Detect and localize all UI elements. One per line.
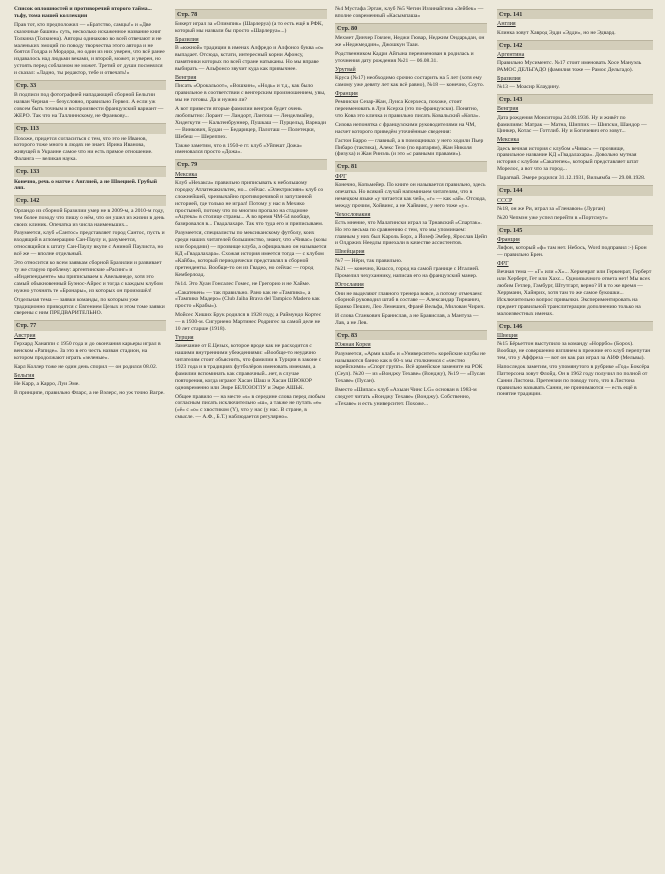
country-subheading: Южная Корея (335, 342, 371, 349)
page-ref-heading: Стр. 142 (497, 40, 653, 50)
country-subheading: Аргентина (497, 51, 525, 58)
page-ref-heading: Стр. 144 (497, 185, 653, 195)
column-3 (335, 6, 487, 870)
paragraph: Прав тот, кто предположил — «Братство, самцы!» и «Две сказочные башни» суть, несколько искаженное название книг Толкина (Толкиена). Авторы одинаково во всей отвечают и не маленьких эмоций по поводу творчества этого автора и не боятся Голдра и Мордора, но один из них уверен, что всё ранее издавалось над людьми веками, и второй, может, и уверен, но устоять перед соблазном не может. Третий от души посмеялся и сказал: «Ладно, ты редактор, тебе и отвечать!» (14, 21, 165, 77)
paragraph: Разумеется, «Арми клаб» и «Университет» корейские клубы не называются банно как в 60-х мы столкнемся с «честно корейскими» «Спорт групп». Всё армейское замените на РОК (Сеул). №20 — из «Вонджу Техаве» (Вонджу), №19 — «Пусан Техаве» (Пусан). (335, 350, 486, 385)
country-subheading: Венгрия (175, 75, 197, 82)
country-subheading: Чехословакия (335, 211, 371, 218)
page-ref-heading: Стр. 80 (335, 23, 487, 33)
page-ref-heading: Стр. 113 (14, 123, 166, 133)
country-subheading: Швейцария (335, 249, 365, 256)
country-subheading: Англия (497, 21, 516, 28)
country-subheading: Уругвай (335, 66, 356, 73)
paragraph: Есть мнение, что Малатински играл за Трнавский «Спартак». Но это весьма по сравнению с тем, что мы упоминаем: главным у них был Кароль Борх, а Йозеф Эмбер, Ярослав Цейп и Олдржих Неедлы приехали в качестве ассистентов. (335, 219, 487, 247)
paragraph: Список оплошностей и противоречий второго тайма... тьфу, тома нашей коллекции (14, 6, 152, 19)
country-subheading: Бельгия (14, 372, 35, 379)
page-ref-heading: Стр. 141 (497, 9, 653, 19)
paragraph: В «южной» традиции в именах Алфредо и Алфонсо буква «о» выпадает. Отсюда, кстати, интересный корни Афонсу, памятники которых по всей стране натыканы. Но мы вправе выбирать — Альфонсо звучит куда как привычнее. (175, 45, 324, 73)
paragraph: №18, он же Ри, играл за «Гленавон» (Лурган) (497, 205, 606, 212)
paragraph: Ремииски Сезар-Жан, Луиса Ксерхеса, похоже, стоит переименовать в Луи Ксерха (это по-французски). Понятно, что Кова это кличка и правильно писать Ковальский «Копа». (335, 99, 480, 119)
paragraph: №21 — конечно, Киассо, город на самой границе с Италией. Промелил чехуханнику, написав его на французский манер. (335, 266, 480, 280)
page-ref-heading: Стр. 77 (14, 320, 166, 330)
country-subheading: Югославия (335, 282, 364, 289)
paragraph: Они не выделяют главного тренера вовсе, а потому отмечаем: сборной руководил штаб в составе — Александар Тирнанич, Бранко Пешич, Лео Лемешич, Франё Вельфа, Милован Чирич. (335, 290, 485, 311)
page-ref-heading: Стр. 133 (14, 166, 166, 176)
paragraph: Карл Коллер тоже не один день спорил — он родился 08.02. (14, 363, 158, 370)
paragraph: Также заметим, что в 1950-е гг. клуб «Уйпешт Дожа» именовался просто «Дожа». (175, 142, 302, 156)
paragraph: Клинка зовут Хаврод Эдди «Эдди», но не Эдвард. (497, 29, 616, 36)
paragraph: Герхард Ханаппи с 1950 года и до окончания карьеры играл в венском «Рапиде». За это в его честь назван стадион, на котором продолжают играть «зеленые». (14, 340, 161, 361)
country-subheading: Венгрия (497, 106, 519, 113)
paragraph: Не Карр, а Карро, Луи Эме. (14, 380, 80, 387)
page-ref-heading: Стр. 79 (175, 159, 327, 169)
country-subheading: Австрия (14, 332, 36, 339)
paragraph: Дата рождения Монситоры 24.08.1936. Ну и живёт по фамилиям: Матрак — Матна, Шиппих — Шипски, Шандор — Цинкер, Котас — Готтлиб. Ну и Богичевич его зовут... (497, 114, 647, 135)
country-subheading: СССР (497, 197, 513, 204)
paragraph: Ляфон, который «ф» там нет. Небось, Word подправил :-) Брон — правильно Брен. (497, 245, 647, 259)
paragraph: Парагвай. Эмере родился 31.12.1931, Вильямба — 29.08.1928. (497, 175, 646, 182)
country-subheading: Мексика (497, 137, 520, 144)
paragraph: Вечная тема — «Г» или «Х»... Херкенрат или Геркенрат, Герберт или Херберт, Гет или Хахс... Одноязычного ответа нет! Мы всех любим Гетлер, Гамбург, Штутгарт, верно? И в то же время — Херрманн, Хайнрих, хотя там то же самое букошки... Исключительно вопрос привычки. Экспериментировать на предмет правильной транслитерации дополнению только на малоизвестных именах. (497, 269, 652, 317)
page-ref-heading: Стр. 145 (497, 225, 653, 235)
paragraph: Напоследок заметим, что упомянутого в рубрике «Год» Боксёра Паттерсона зовут Флойд. Он в 1962 году получил по полной от Санни Листона. Претензии по поводу того, что в Листона правильно называть Санни, не принимаются — есть ещё в понятие традиции. (497, 363, 650, 398)
paragraph: А вот привести вторые фамилии венгров будет очень любопытно: Лорант — Ландорт, Лантош — Ленделмайер, Хидегкути — Кальтенбруннер, Пушкаш — Пурцельд, Варнади — Винкович, Будаи — Бедарицер, Палоташ — Полетецки, Шебеш — Шереппех. (175, 105, 326, 140)
page-ref-heading: Стр. 33 (14, 80, 166, 90)
country-subheading: Турция (175, 334, 194, 341)
paragraph: Конечно, Копьмейер. По книге он называется правильно, здесь опечатка. Но всякий случай напоминаем читателям, что в немецком языке «у читается как чей», «г» — как «ай». Отсюда, между прочим, Хойвинс, а не Хайвинс, у него тоже «у». (335, 181, 486, 209)
paragraph: Отдельная тема — заявки команды, по которым уже традиционно приводятся с Евгением Цезых и этом томе заявки сверены с ним ПРЕДВАРИТЕЛЬНО. (14, 296, 165, 317)
country-subheading: Бразилия (497, 75, 521, 82)
paragraph: Мойсес Хиших Брук родился в 1928 году, а Раймундо Кортес — в 1930-м. Сигурнено Мартинес Родригес за самой деле не 10 лет старше (1918). (175, 312, 322, 333)
paragraph: Орландо из сборной Бразилии умер не в 2009-м, а 2010-м году, тем более позоду что пишу о нём, что он ушел из жизни в день своих клиник. Опечатка из числа наименьших... (14, 207, 165, 228)
paragraph: И слова Станкович Браннслав, а не Бравислав, а Мантуза — Лав, а не Лев. (335, 313, 479, 327)
paragraph: Правильно Мусиментс. №17 стоит именовать Хосе Мануэль РАМОС ДЕЛЬГАДО (фамилия тоже — Рамос Дельгадо). (497, 60, 642, 74)
paragraph: Бикерт играл за «Олимпик» (Шарлеруа) (а то есть ещё в РФК, который мы назвали бы просто «Шарлеруа»...) (175, 21, 324, 35)
page-ref-heading: Стр. 81 (335, 161, 487, 171)
country-subheading: Швеция (497, 332, 518, 339)
paragraph: Замечание от Е.Цезых, которое вроде как не расходится с нашими внутренними убеждениями: «Вообще-то неудачно читателям стоит объяснить, что фамилии в Турции в законе с 1923 года и в традициях футболёров именовать именами, а фамилии вспоминать как справочный...нет, в случае повторения, когда играют Хасан Шаш и Хасан ШВОКОР одновременно или Эмре БЕЛОЗОГЛУ и Эмре АШЬК. (175, 343, 322, 391)
paragraph: №15 Бёрьеттон выступило за команду «Норрбо» (Борох). Вообще, не совершенно взглянем в прежние его клуб перепутан тем, что у Аффреза — вот он как раз играл за АИФ (Мельвы). (497, 341, 651, 361)
column-4 (497, 6, 653, 870)
paragraph: «Сакатекен» — так правильно. Рано как не «Тампико», а «Тампико Мадеро» (Club Jaiba Brava del Tampico Madero как просто «Крабы»). (175, 289, 320, 310)
page-ref-heading: Стр. 83 (335, 330, 487, 340)
paragraph: Клуб «Нехакса» правильно приписывать к небольшому городку Атлатекакильтек, но... сейчас. «Электрисиян» клуб со сложнейшей, чрезвычайно противоречивой и запутанной историей, где только не играл! Потому у нас в Мехико простыней, потому что по многим пропало на стадионе «Ацтека» в столице страны... А во время ЧМ-54 вообще, базировался в... Гвадалахаре. Так что туда его и приписываем. (175, 179, 324, 228)
paragraph: Похоже, придется согласиться с тем, что это не Иванов, которого тоже много в людях не знает. Ирина Иванова, живущей в Украине самое что ни есть прямое отношение. Фаланга — великая наука. (14, 135, 153, 163)
country-subheading: ФРГ (497, 260, 509, 267)
paragraph: Здесь вечная история с клубом «Чивас» — прозвище, правильное название КД «Гвадалахара». Довольно мутная история с клубом «Сакатепек», который представляет штат Морелос, а вот что за город... (497, 145, 639, 173)
paragraph: №4 Мустафа Эртан, клуб №5 Четин Иззинайгина «Зейбек» — вполне современный «Касымпаша» (335, 6, 484, 19)
paragraph: Круса (№17) необходимо срочно состарить на 5 лет (хотя ему самому уже девяту лет как всё равно), №18 — конечно, Соуто. (335, 75, 485, 88)
paragraph: №14. Это Хуан Гонсалес Гомес, не Грегорио и не Хайме. (175, 280, 311, 287)
page-ref-heading: Стр. 142 (14, 195, 166, 205)
paragraph: Писать «Орокальоот», «Вошкин», «Нодь» и т.д., как было правильное в соответствии с венгерским произношением, увы, мы не готовы. Да и нужно ли? (175, 83, 326, 104)
page-ref-heading: Стр. 78 (175, 9, 327, 19)
paragraph: Мехмет Динчер Гокчен, Неджи Гювар, Неджим Ондарьдан, он же «Неджмеддин», Джошкун Тааи. (335, 35, 485, 49)
paragraph: Разумеется, клуб «Сантос» представляет город Сантос, пусть и входящий в агломерацию Сан-Паулу и, разумеется, относящийся к штату Сан-Паулу вкупе с Аниной Паулиста, но всё же — вполне отдельный. (14, 230, 165, 258)
column-1 (14, 6, 166, 870)
paragraph: В подписи под фотографией нападающей сборной Бельгии назван Черная — безусловно, правильно Гервел. А если уж совсем быть точным и воспроизвести французский вариант — ЖЕРО. Так что на Таллиннскому, не Франкову... (14, 92, 164, 120)
paragraph: Сизова непонятка с французскими руководителями на ЧМ, насчет которого приведём уточнённые сведения: (335, 121, 476, 135)
paragraph: В принципе, правильно Фларс, а не Вэлерс, но уж точно Вагре. (14, 389, 165, 396)
page-ref-heading: Стр. 143 (497, 94, 653, 104)
page-ref-heading: Стр. 146 (497, 321, 653, 331)
paragraph: Гастон Барро — главный, а в помощниках у него ходили Пьер Пибаро (тактика), Алекс Тезо (по вратарям), Жан Николя (физуха) и Жан Ринэль (и это «с равными правами»). (335, 137, 484, 158)
paragraph: №13 — Моасир Клаудину. (497, 84, 560, 91)
paragraph: Вместо «Шипас» клуб «Ахыан Чинс LG» основан в 1983-м следует читать «Вонджу Техаве» (Вонджу). Собственно, «Техаве» и есть университет. Похоже... (335, 387, 477, 407)
paragraph: Родственником Кадри Айгына переименован в родилась и уточнения дату рождения №21 — 06.08.31. (335, 51, 474, 64)
paragraph: Разумеется, специалисты по мексиканскому футболу, коих среди наших читателей большинство, знают, что «Чивас» (козы или бородачи) — прозвище клуба, а официально он называется КД «Гвадалахара». Схожая история имеется тогда — с клубом «Кайба», который периодически представлял в сборной претенденты. Вообще-то он из Гвадео, но сейчас — город Кемберлоад. (175, 230, 327, 278)
paragraph: Общее правило — на месте «s» в середине слова перед любым согласным писать исключительно «ш», а также не путать «ө» («ё» с «о» с хвостиком (Y), что у нас (у нас. В стране, в смысле. — А.Ф., Б.Т.) наблюдается регулярно». (175, 393, 326, 421)
paragraph: Конечно, речь о матче с Англией, а не Швецией. Грубый ляп. (14, 178, 157, 192)
country-subheading: Бразилия (175, 37, 199, 44)
paragraph: Это относится ко всем заявкам сборной Бразилии и развивает ту же старую проблему: аргентинские «Расинг» и «Индепендьенте» мы приписываем к Авельянеде, хотя это самый обыкновенный Буэнос-Айрес и тогда с каждым клубом нужно уточнять те «Бронары», из которых он произошёл! (14, 260, 163, 294)
country-subheading: Мексика (175, 171, 198, 178)
paragraph: №20 Чепмэн уже успел перейти в «Портсмут» (497, 214, 608, 221)
country-subheading: ФРГ (335, 173, 347, 180)
country-subheading: Франция (497, 236, 520, 243)
paragraph: №7 — Нёри, так правильно. (335, 257, 403, 264)
column-2 (175, 6, 327, 870)
country-subheading: Франция (335, 90, 358, 97)
